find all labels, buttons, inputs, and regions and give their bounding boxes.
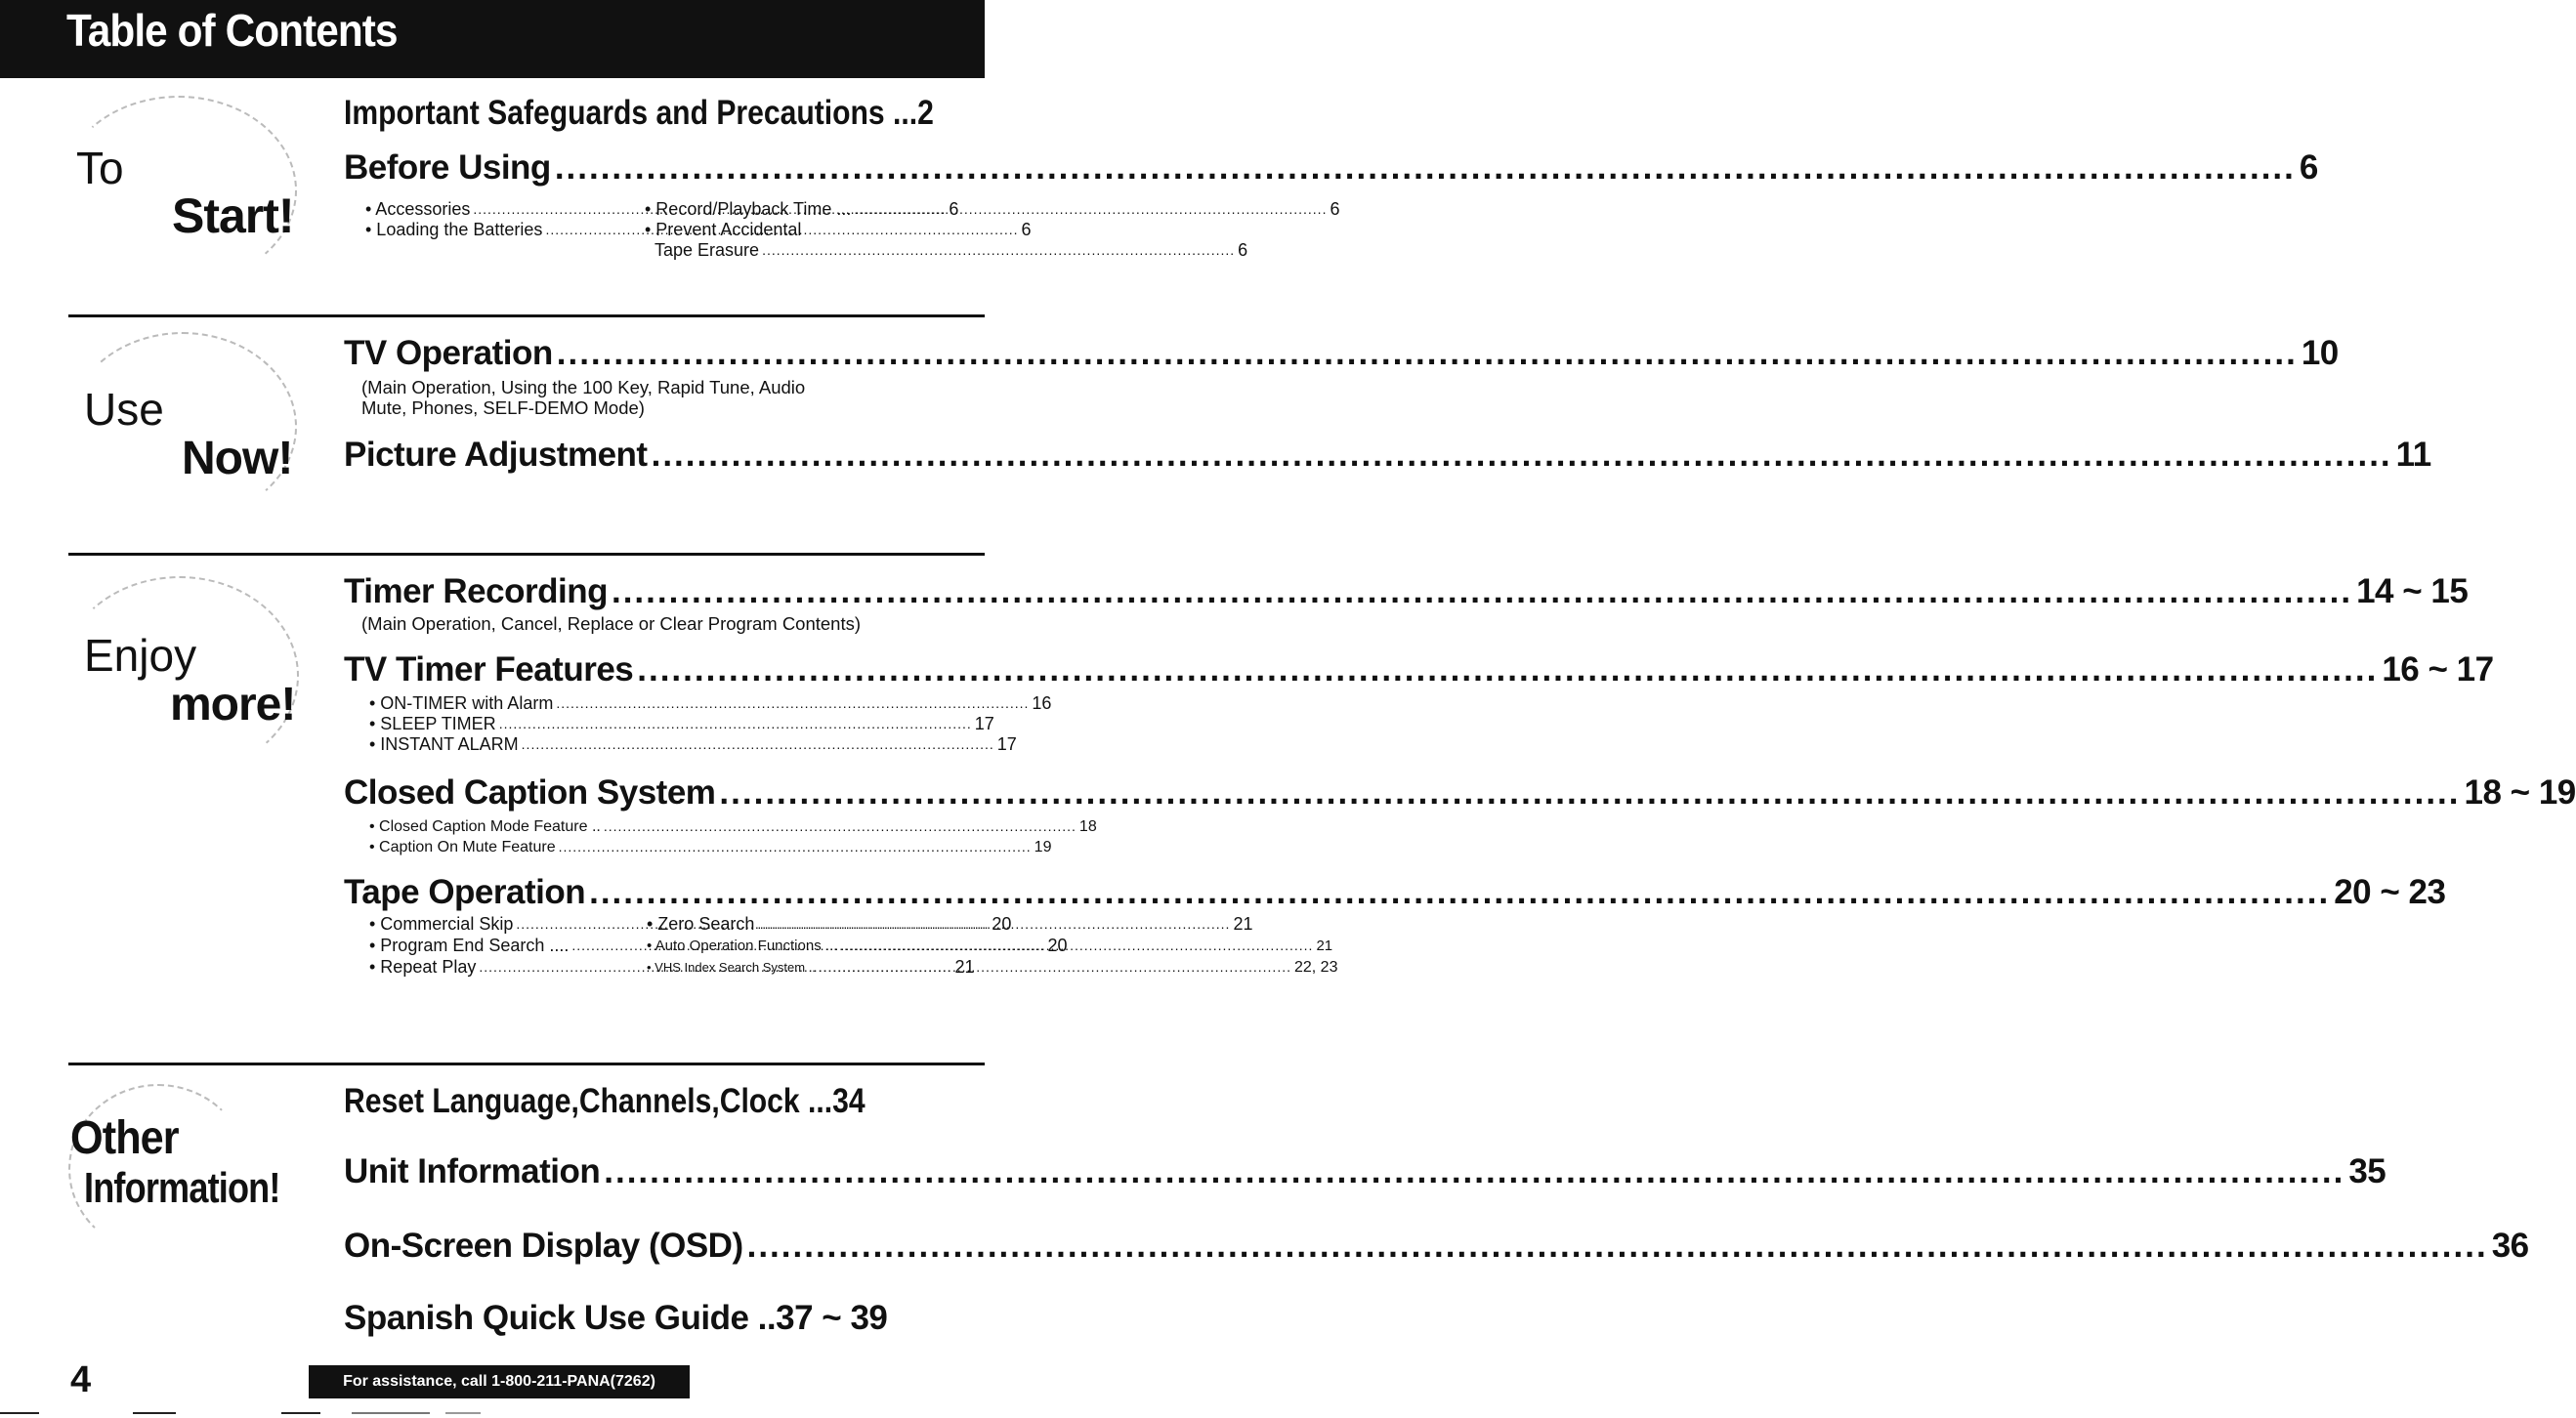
sub-entry-label: • Commercial Skip	[369, 914, 514, 934]
toc-entry-picture-adjustment[interactable]	[344, 436, 2431, 475]
leader-dots	[559, 837, 1032, 857]
section-label-more: more!	[170, 679, 296, 730]
section-label-information: Information!	[84, 1164, 280, 1212]
section-label-other: Other	[70, 1112, 179, 1164]
sub-entry-label: • Closed Caption Mode Feature ..	[369, 818, 601, 835]
toc-entry-page: 36	[2491, 1227, 2529, 1265]
toc-entry-page: 2	[917, 94, 934, 132]
toc-entry-title: Tape Operation	[344, 873, 586, 911]
sub-entry-label: • SLEEP TIMER	[369, 714, 496, 733]
toc-entry-tv-operation[interactable]	[344, 334, 2339, 373]
sub-entry[interactable]	[369, 693, 1052, 714]
sub-entry[interactable]	[645, 220, 801, 240]
leader-dots	[612, 572, 2352, 611]
toc-entry-page: 14 ~ 15	[2356, 572, 2469, 610]
sub-entry-label: • Accessories	[365, 199, 471, 219]
sub-entry-page: 6	[1021, 220, 1032, 239]
bottom-rule	[281, 1412, 320, 1414]
toc-entry-page: 6	[2299, 148, 2318, 187]
sub-entry-label: • Caption On Mute Feature	[369, 839, 556, 855]
sub-entry[interactable]	[369, 837, 1052, 857]
sub-entry-page: 21	[1316, 938, 1333, 954]
toc-entry-tape-operation[interactable]	[344, 873, 2446, 912]
bottom-rule	[133, 1412, 176, 1414]
leader-dots	[819, 957, 1291, 978]
leader-dots	[719, 773, 2460, 813]
toc-entry-unit-information[interactable]	[344, 1152, 2386, 1191]
leader-dots	[762, 240, 1235, 261]
toc-entry-title: On-Screen Display (OSD)	[344, 1227, 743, 1265]
toc-entry-page: 16 ~ 17	[2382, 650, 2494, 688]
sub-entry-label: • VHS Index Search System ..	[647, 960, 816, 975]
toc-entry-tv-timer-features[interactable]	[344, 650, 2494, 689]
sub-entry-page: 6	[949, 199, 959, 219]
sub-entry[interactable]	[369, 816, 1097, 837]
sub-entry-page: 22, 23	[1293, 959, 1338, 976]
toc-entry-title: Closed Caption System	[344, 773, 716, 812]
page-title: Table of Contents	[66, 5, 398, 56]
leader-dots	[555, 148, 2296, 188]
page-number: 4	[70, 1359, 92, 1400]
sub-entry-label: • Loading the Batteries	[365, 220, 543, 239]
sub-entry-page: 21	[954, 957, 975, 977]
leader-dots	[747, 1227, 2488, 1266]
leader-dots	[637, 650, 2378, 689]
sub-entry-page: 21	[1233, 914, 1253, 934]
leader-dots	[854, 199, 1327, 220]
leader-dots	[522, 734, 994, 755]
leader-dots	[604, 816, 1077, 837]
leader-dots	[557, 334, 2298, 373]
toc-entry-spanish-guide[interactable]	[344, 1299, 922, 1338]
section-label-use: Use	[84, 384, 164, 435]
sub-entry-label: • Record/Playback Time ...	[645, 199, 852, 219]
toc-entry-title: Reset Language,Channels,Clock ...	[344, 1082, 833, 1120]
toc-entry-title: Spanish Quick Use Guide ..	[344, 1299, 777, 1337]
toc-entry-reset[interactable]	[344, 1082, 923, 1121]
toc-entry-page: 18 ~ 19	[2464, 773, 2576, 812]
sub-entry-label: Tape Erasure	[655, 240, 760, 260]
toc-entry-page: 11	[2395, 436, 2431, 474]
toc-entry-title: Timer Recording	[344, 572, 608, 610]
sub-entry-label: • Program End Search ....	[369, 936, 570, 955]
sub-entry[interactable]	[655, 240, 1248, 261]
toc-entry-title: Unit Information	[344, 1152, 601, 1190]
sub-entry-page: 17	[974, 714, 994, 733]
toc-entry-title: TV Operation	[344, 334, 553, 372]
leader-dots	[757, 914, 1230, 935]
section-divider	[68, 1063, 985, 1065]
toc-entry-osd[interactable]	[344, 1227, 2529, 1266]
entry-note: Mute, Phones, SELF-DEMO Mode)	[361, 397, 645, 418]
leader-dots	[652, 436, 2392, 475]
bottom-rule	[0, 1412, 39, 1414]
toc-entry-page: 35	[2348, 1152, 2386, 1190]
toc-entry-page: 10	[2301, 334, 2339, 372]
toc-entry-title: TV Timer Features	[344, 650, 634, 688]
section-divider	[68, 553, 985, 556]
sub-entry-label: • Auto Operation Functions ...	[647, 938, 838, 954]
sub-entry-page: 6	[1238, 240, 1248, 260]
leader-dots	[589, 873, 2330, 912]
sub-entry-page: 20	[1047, 936, 1068, 955]
entry-note: (Main Operation, Cancel, Replace or Clear Program Contents)	[361, 613, 862, 634]
sub-entry-label: • INSTANT ALARM	[369, 734, 519, 754]
sub-entry-label: • Prevent Accidental	[645, 220, 802, 239]
sub-entry-label: • Repeat Play	[369, 957, 477, 977]
sub-entry[interactable]	[369, 714, 994, 734]
leader-dots	[499, 714, 972, 734]
toc-entry-before-using[interactable]	[344, 148, 2318, 188]
sub-entry-page: 18	[1078, 818, 1097, 835]
toc-entry-page: 34	[832, 1082, 866, 1120]
section-label-now: Now!	[182, 433, 293, 484]
entry-note: (Main Operation, Using the 100 Key, Rapid Tune, Audio	[361, 377, 806, 397]
sub-entry-label: • Zero Search	[647, 914, 755, 934]
sub-entry-page: 16	[1032, 693, 1052, 713]
toc-entry-safeguards[interactable]	[344, 94, 934, 133]
toc-entry-title: Important Safeguards and Precautions ...	[344, 94, 918, 132]
toc-entry-closed-caption[interactable]	[344, 773, 2576, 813]
leader-dots	[604, 1152, 2344, 1191]
toc-entry-page: 20 ~ 23	[2334, 873, 2446, 911]
toc-entry-timer-recording[interactable]	[344, 572, 2469, 611]
sub-entry[interactable]	[645, 199, 1340, 220]
bottom-rule	[445, 1412, 481, 1414]
sub-entry[interactable]	[369, 734, 1017, 755]
leader-dots	[556, 693, 1029, 714]
assistance-banner	[309, 1365, 690, 1398]
toc-entry-title: Picture Adjustment	[344, 436, 648, 474]
sub-entry-page: 20	[992, 914, 1012, 934]
header-bar	[0, 0, 985, 78]
section-label-to: To	[76, 143, 124, 193]
sub-entry-page: 17	[996, 734, 1017, 754]
section-divider	[68, 314, 985, 317]
toc-entry-page: 37 ~ 39	[776, 1299, 888, 1337]
bottom-rule	[352, 1412, 430, 1414]
assistance-text: For assistance, call 1-800-211-PANA(7262)	[343, 1373, 655, 1390]
sub-entry-page: 6	[1330, 199, 1340, 219]
section-label-start: Start!	[172, 188, 294, 243]
section-label-enjoy: Enjoy	[84, 630, 197, 681]
toc-entry-title: Before Using	[344, 148, 551, 187]
leader-dots	[840, 936, 1313, 956]
sub-entry-page: 19	[1034, 839, 1052, 855]
sub-entry-label: • ON-TIMER with Alarm	[369, 693, 554, 713]
